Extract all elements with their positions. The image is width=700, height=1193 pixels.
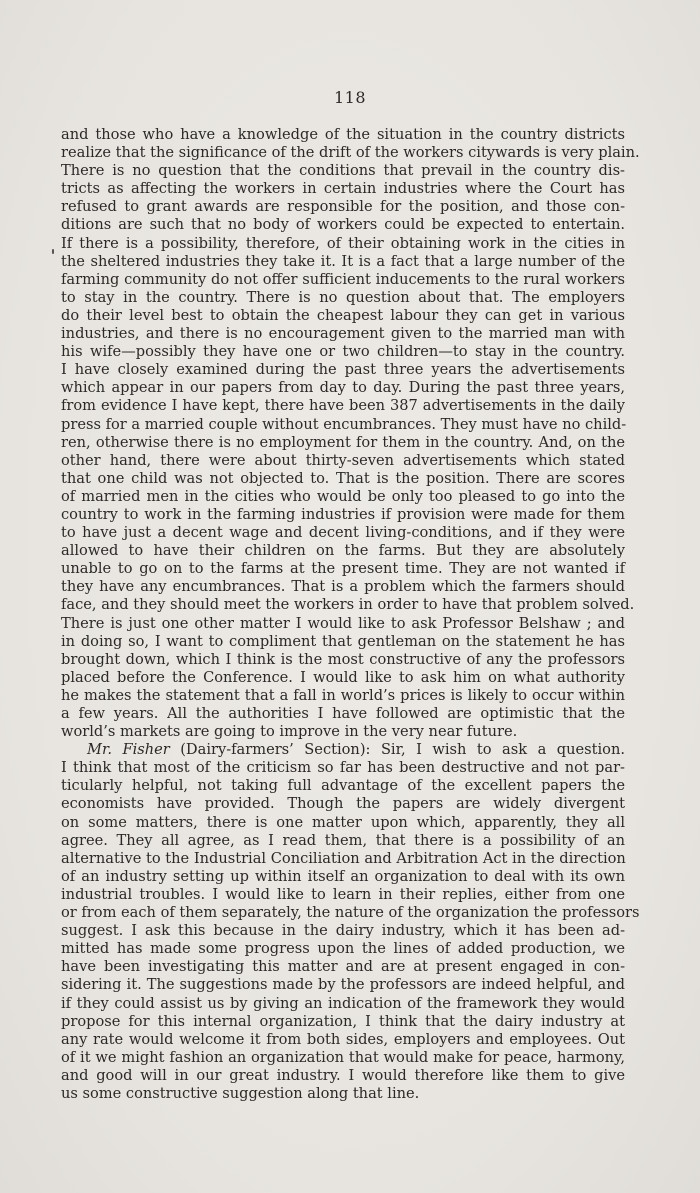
text-line: press for a married couple without encumbrances. They must have no child- [61,415,627,433]
text-line: that one child was not objected to. That is the position. There are scores [61,469,625,487]
text-line: ticularly helpful, not taking full advantage of the excellent papers the [61,777,625,795]
text-line: brought down, which I think is the most constructive of any the professors [61,650,625,668]
text-line: of an industry setting up within itself an organization to deal with its own [61,867,625,885]
text-line: from evidence I have kept, there have been 387 advertisements in the daily [61,397,625,415]
text-line: industries, and there is no encouragement given to the married man with [61,325,625,343]
text-line: farming community do not offer sufficient inducements to the rural workers [61,270,625,288]
text-line: sidering it. The suggestions made by the professors are indeed helpful, and [61,976,625,994]
text-line: If there is a possibility, therefore, of their obtaining work in the cities in [61,234,625,252]
text-line: realize that the significance of the drift of the workers citywards is very plain. [61,144,640,162]
text-line: if they could assist us by giving an indication of the framework they would [61,994,625,1012]
text-line: There is no question that the conditions that prevail in the country dis- [61,162,625,180]
text-line: agree. They all agree, as I read them, that there is a possibility of an [61,831,625,849]
text-line: propose for this internal organization, I think that the dairy industry at [61,1012,625,1030]
text-line: I have closely examined during the past three years the advertisements [61,361,625,379]
text-line: industrial troubles. I would like to learn in their replies, either from one [61,885,625,903]
text-line: mitted has made some progress upon the lines of added production, we [61,940,625,958]
text-line: which appear in our papers from day to day. During the past three years, [61,379,625,397]
speaker-line-text: (Dairy-farmers’ Section): Sir, I wish to ask a question. [169,741,625,759]
text-line: There is just one other matter I would like to ask Professor Belshaw ; and [61,614,625,632]
text-line: placed before the Conference. I would like to ask him on what authority [61,668,625,686]
text-line: refused to grant awards are responsible for the position, and those con- [61,198,625,216]
text-line: I think that most of the criticism so far has been destructive and not par- [61,759,625,777]
text-line: ditions are such that no body of workers could be expected to entertain. [61,216,625,234]
text-line: to have just a decent wage and decent living-conditions, and if they were [61,524,625,542]
text-line: a few years. All the authorities I have followed are optimistic that the [61,705,625,722]
text-line: any rate would welcome it from both sides, employers and employees. Out [61,1030,625,1048]
text-line: the sheltered industries they take it. It is a fact that a large number of the [61,252,625,270]
text-line: face, and they should meet the workers in order to have that problem solved. [61,596,635,614]
text-line: and good will in our great industry. I would therefore like them to give [61,1066,625,1084]
text-line: alternative to the Industrial Conciliation and Arbitration Act in the direction [61,849,626,867]
text-line: unable to go on to the farms at the present time. They are not wanted if [61,560,625,578]
text-line: in doing so, I want to compliment that gentleman on the statement he has [61,632,625,650]
text-line: he makes the statement that a fall in world’s prices is likely to occur within [61,686,625,704]
text-line: us some constructive suggestion along that line. [61,1084,420,1102]
text-line: country to work in the farming industries if provision were made for them [61,505,625,523]
speaker-line [61,741,625,759]
text-line: on some matters, there is one matter upon which, apparently, they all [61,813,625,831]
text-line: suggest. I ask this because in the dairy industry, which it has been ad- [61,922,625,940]
text-line: economists have provided. Though the papers are widely divergent [61,795,625,813]
margin-mark [52,249,54,254]
text-line: they have any encumbrances. That is a problem which the farmers should [61,578,625,596]
text-line: to stay in the country. There is no question about that. The employers [61,288,625,306]
text-line: and those who have a knowledge of the situation in the country districts [61,126,625,143]
text-line: allowed to have their children on the farms. But they are absolutely [61,542,625,560]
text-line: other hand, there were about thirty-seven advertisements which stated [61,451,625,469]
speaker-name: Mr. Fisher [87,741,170,759]
text-line: ren, otherwise there is no employment for them in the country. And, on the [61,433,625,451]
text-line: his wife—possibly they have one or two children—to stay in the country. [61,343,625,361]
text-line: world’s markets are going to improve in the very near future. [61,723,518,741]
text-line: of married men in the cities who would be only too pleased to go into the [61,487,625,505]
text-line: do their level best to obtain the cheapest labour they can get in various [61,306,625,324]
text-line: of it we might fashion an organization that would make for peace, harmony, [61,1048,625,1066]
text-line: have been investigating this matter and are at present engaged in con- [61,958,625,976]
page-number: 118 [333,88,367,107]
text-line: or from each of them separately, the nature of the organization the professors [61,904,640,922]
body-text [61,126,640,1103]
text-line: tricts as affecting the workers in certain industries where the Court has [61,180,625,198]
